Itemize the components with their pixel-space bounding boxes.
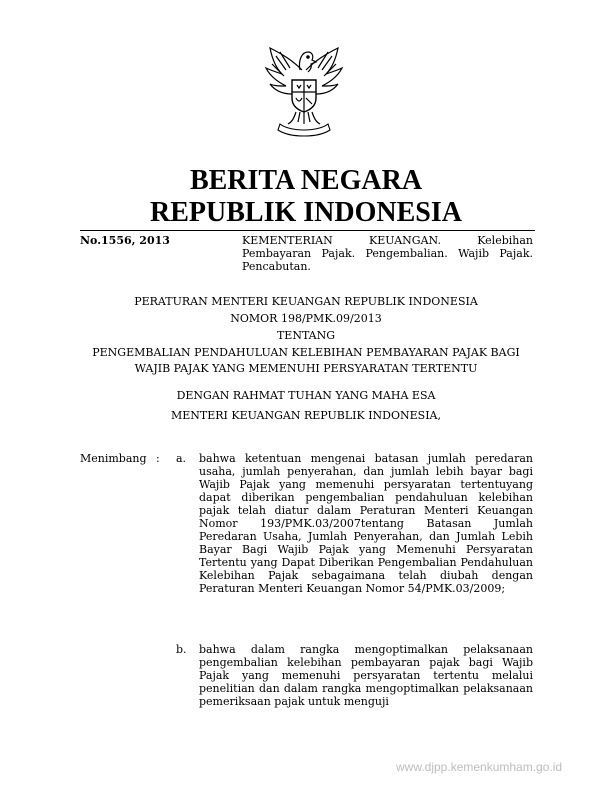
item-b-letter: b. bbox=[176, 643, 187, 656]
document-number: No.1556, 2013 bbox=[80, 234, 170, 247]
regulation-tentang: TENTANG bbox=[276, 329, 336, 342]
regulation-title: PERATURAN MENTERI KEUANGAN REPUBLIK INDONESIA bbox=[134, 295, 478, 308]
regulation-number: NOMOR 198/PMK.09/2013 bbox=[230, 312, 382, 325]
gazette-title-line2: REPUBLIK INDONESIA bbox=[150, 197, 462, 228]
document-subject: KEMENTERIAN KEUANGAN. Kelebihan Pembayaran Pajak. Pengembalian. Wajib Pajak. Pencabutan. bbox=[242, 234, 533, 273]
item-a-text: bahwa ketentuan mengenai batasan jumlah peredaran usaha, jumlah penyerahan, dan jumlah lebih bayar bagi Wajib Pajak yang memenuhi persyaratan tertentuyang dapat diberikan pengembalian pendahuluan kelebihan pajak telah diatur dalam Peraturan Menteri Keuangan Nomor 193/PMK.03/2007tentang Batasan Jumlah Peredaran Usaha, Jumlah Penyerahan, dan Jumlah Lebih Bayar Bagi Wajib Pajak yang Memenuhi Persyaratan Tertentu yang Dapat Diberikan Pengembalian Pendahuluan Kelebihan Pajak sebagaimana telah diubah dengan Peraturan Menteri Keuangan Nomor 54/PMK.03/2009; bbox=[199, 452, 533, 595]
source-watermark: www.djpp.kemenkumham.go.id bbox=[396, 760, 563, 774]
invocation: DENGAN RAHMAT TUHAN YANG MAHA ESA bbox=[176, 389, 436, 402]
regulation-subject-line2: WAJIB PAJAK YANG MEMENUHI PERSYARATAN TERTENTU bbox=[134, 362, 478, 375]
header-divider bbox=[80, 230, 535, 231]
gazette-title-line1: BERITA NEGARA bbox=[189, 165, 423, 196]
regulation-subject-line1: PENGEMBALIAN PENDAHULUAN KELEBIHAN PEMBAYARAN PAJAK BAGI bbox=[92, 346, 520, 359]
minister-heading: MENTERI KEUANGAN REPUBLIK INDONESIA, bbox=[170, 409, 442, 422]
menimbang-colon: : bbox=[156, 452, 160, 465]
garuda-emblem-icon bbox=[256, 40, 352, 140]
item-a-letter: a. bbox=[176, 452, 187, 465]
item-b-text: bahwa dalam rangka mengoptimalkan pelaksanaan pengembalian kelebihan pembayaran pajak bagi Wajib Pajak yang memenuhi persyaratan tertentu melalui penelitian dan dalam rangka mengoptimalkan pelaksanaan pemeriksaan pajak untuk menguji bbox=[199, 643, 533, 708]
menimbang-label: Menimbang bbox=[80, 452, 147, 465]
